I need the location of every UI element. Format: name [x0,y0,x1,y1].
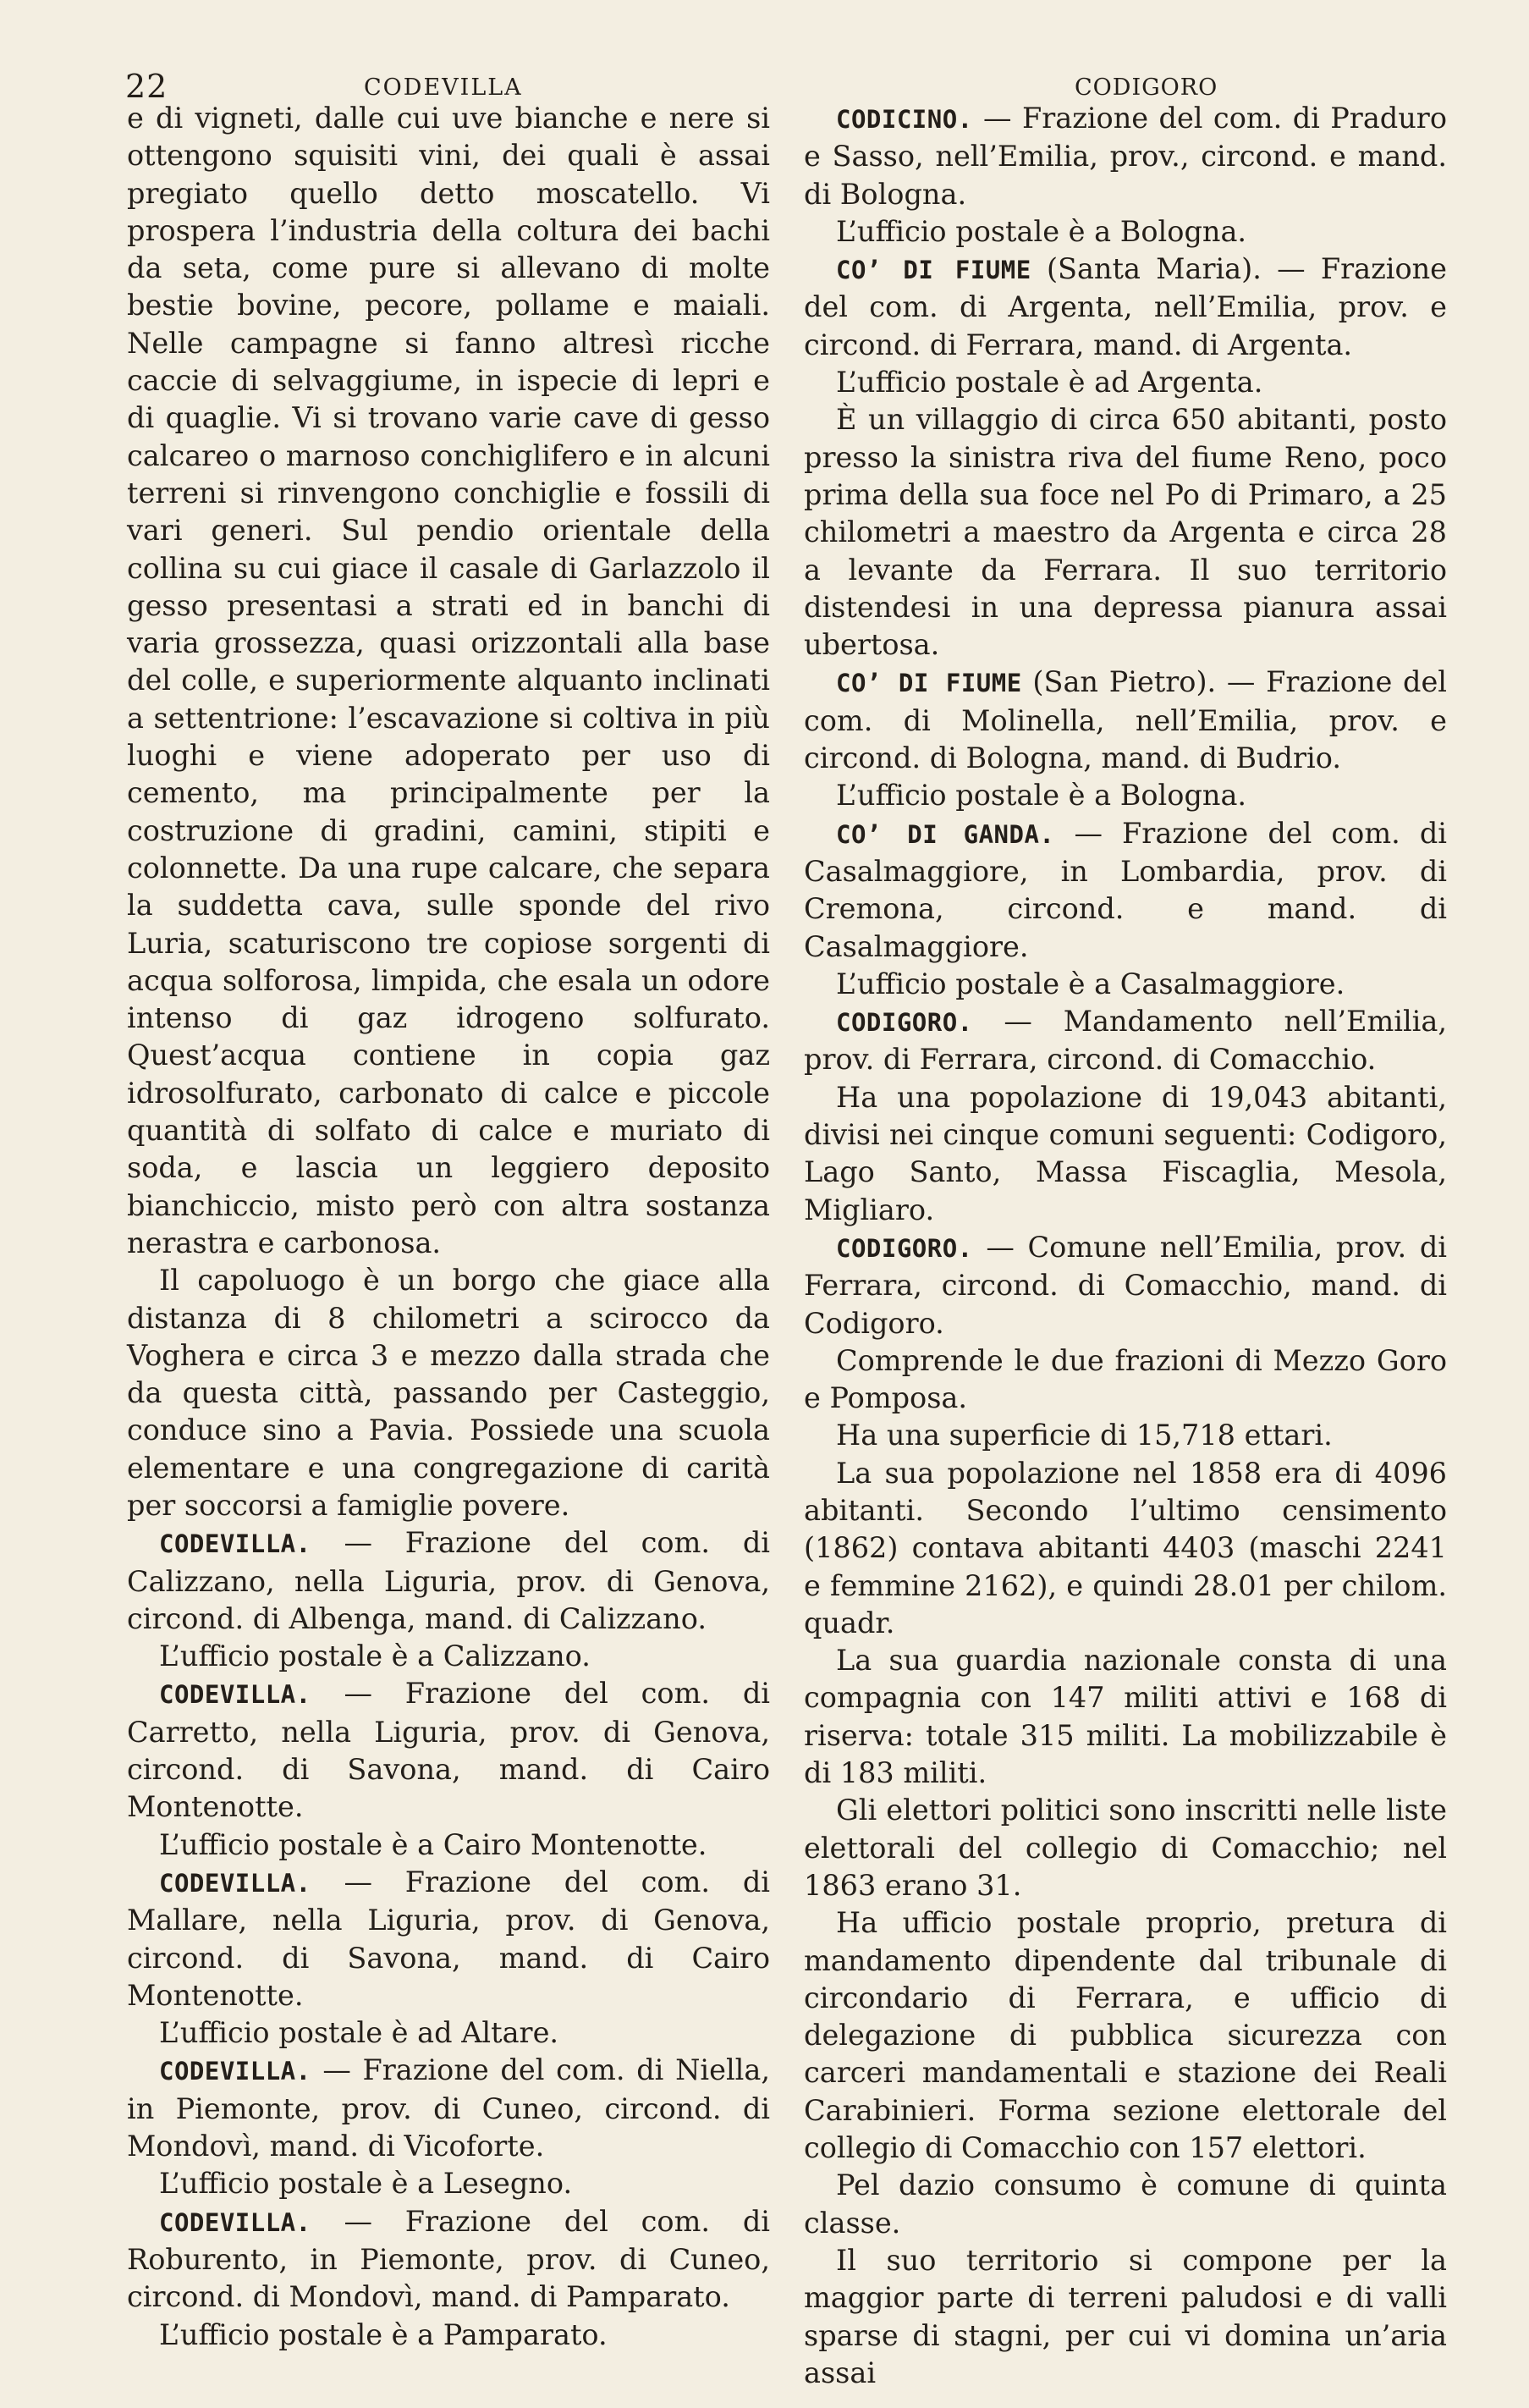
entry-heading: CODEVILLA. [159,2207,311,2237]
entry-text: — Frazione del com. di Carretto, nella Liguria, prov. di Genova, circond. di Savona, mand. di Cairo Montenotte. [127,1677,770,1824]
entry-postal-note: L’ufficio postale è a Calizzano. [159,1639,591,1673]
page-number: 22 [125,68,168,105]
codigoro-paragraph: Ha ufficio postale proprio, pretura di mandamento dipendente dal tribunale di circondario di Ferrara, e ufficio di delegazione di pubblica sicurezza con carceri mandamentali e stazione dei Reali Carabinieri. Forma sezione elettorale del collegio di Comacchio con 157 elettori. [804,1906,1447,2165]
entry-postal-note: L’ufficio postale è a Lesegno. [159,2167,573,2201]
entry-heading: CO’ DI GANDA. [836,819,1055,849]
entry-codigoro-comune [804,1229,1447,1342]
entry-text: — Frazione del com. di Praduro e Sasso, nell’Emilia, prov., circond. e mand. di Bologna. [804,102,1447,211]
entry-text: — Mandamento nell’Emilia, prov. di Ferrara, circond. di Comacchio. [804,1005,1447,1077]
entry-heading: CODICINO. [836,105,973,134]
entry-description: È un villaggio di circa 650 abitanti, posto presso la sinistra riva del fiume Reno, poco prima della sua foce nel Po di Primaro, a 25 chilometri a maestro da Argenta e circa 28 a levante da Ferrara. Il suo territorio distendesi in una depressa pianura assai ubertosa. [804,403,1447,662]
entry-text: (Santa Maria). — Frazione del com. di Argenta, nell’Emilia, prov. e circond. di Ferrara, mand. di Argenta. [804,252,1448,361]
left-column [127,100,770,2354]
codigoro-paragraph: La sua guardia nazionale consta di una compagnia con 147 militi attivi e 168 di riserva: totale 315 militi. La mobilizzabile è di 183 militi. [804,1644,1447,1790]
entry-text: (San Pietro). — Frazione del com. di Molinella, nell’Emilia, prov. e circond. di Bologna, mand. di Budrio. [804,665,1448,775]
entry-heading: CODEVILLA. [159,1680,311,1710]
entry-heading: CODEVILLA. [159,2057,311,2086]
entry-co-di-fiume-san-pietro [804,664,1447,777]
entry-heading: CO’ DI FIUME [836,669,1022,698]
entry-text: — Frazione del com. di Niella, in Piemonte, prov. di Cuneo, circond. di Mondovì, mand. di Vicoforte. [127,2053,770,2163]
codigoro-paragraph: Ha una superficie di 15,718 ettari. [836,1419,1333,1452]
entry-co-di-ganda [804,815,1447,966]
codigoro-paragraph: La sua popolazione nel 1858 era di 4096 abitanti. Secondo l’ultimo censimento (1862) contava abitanti 4403 (maschi 2241 e femmine 2162), e quindi 28.01 per chilom. quadr. [804,1456,1447,1639]
entry-codevilla-carretto [127,1675,770,1826]
entry-population-note: Ha una popolazione di 19,043 abitanti, divisi nei cinque comuni seguenti: Codigoro, Lago Santo, Massa Fiscaglia, Mesola, Migliaro. [804,1080,1447,1226]
continued-paragraph: e di vigneti, dalle cui uve bianche e nere si ottengono squisiti vini, dei quali è assai pregiato quello detto moscatello. Vi prospera l’industria della coltura dei bachi da seta, come pure si allevano di molte bestie bovine, pecore, pollame e maiali. Nelle campagne si fanno altresì ricche caccie di selvaggiume, in ispecie di lepri e di quaglie. Vi si trovano varie cave di gesso calcareo o marnoso conchiglifero e in alcuni terreni si rinvengono conchiglie e fossili di vari generi. Sul pendio orientale della collina su cui giace il casale di Garlazzolo il gesso presentasi a strati ed in banchi di varia grossezza, quasi orizzontali alla base del colle, e superiormente alquanto inclinati a settentrione: l’escavazione si coltiva in più luoghi e viene adoperato per uso di cemento, ma principalmente per la costruzione di gradini, camini, stipiti e colonnette. Da una rupe calcare, che separa la suddetta cava, sulle sponde del rivo Luria, scaturiscono tre copiose sorgenti di acqua solforosa, limpida, che esala un odore intenso di gaz idrogeno solfurato. Quest’acqua contiene in copia gaz idrosolfurato, carbonato di calce e piccole quantità di solfato di calce e muriato di soda, e lascia un leggiero deposito bianchiccio, misto però con altra sostanza nerastra e carbonosa. [127,102,770,1259]
entry-codevilla-roburento [127,2203,770,2317]
right-column [804,100,1447,2392]
entry-heading: CODEVILLA. [159,1868,311,1898]
capoluogo-paragraph: Il capoluogo è un borgo che giace alla distanza di 8 chilometri a scirocco da Voghera e circa 3 e mezzo dalla strada che da questa città, passando per Casteggio, conduce sino a Pavia. Possiede una scuola elementare e una congregazione di carità per soccorsi a famiglie povere. [127,1264,770,1522]
entry-heading: CODEVILLA. [159,1529,311,1559]
entry-codigoro-mandamento [804,1003,1447,1079]
codigoro-paragraph: Gli elettori politici sono inscritti nelle liste elettorali del collegio di Comacchio; nel 1863 erano 31. [804,1794,1447,1902]
entry-heading: CODIGORO. [836,1233,973,1263]
right-running-head: CODIGORO [1075,74,1218,101]
entry-postal-note: L’ufficio postale è ad Argenta. [836,366,1263,399]
codigoro-paragraph: Comprende le due frazioni di Mezzo Goro e Pomposa. [804,1343,1447,1415]
entry-text: — Frazione del com. di Roburento, in Piemonte, prov. di Cuneo, circond. di Mondovì, mand. di Pamparato. [127,2204,770,2314]
entry-postal-note: L’ufficio postale è a Bologna. [836,214,1247,248]
entry-codicino [804,100,1447,213]
entry-codevilla-mallare [127,1864,770,2014]
codigoro-paragraph: Il suo territorio si compone per la maggior parte di terreni paludosi e di valli sparse di stagni, per cui vi domina un’aria assai [804,2243,1447,2389]
left-running-head: CODEVILLA [364,74,523,101]
entry-text: — Frazione del com. di Casalmaggiore, in Lombardia, prov. di Cremona, circond. e mand. di Casalmaggiore. [804,816,1447,963]
entry-co-di-fiume-santa-maria [804,251,1447,364]
entry-text: — Frazione del com. di Mallare, nella Liguria, prov. di Genova, circond. di Savona, mand. di Cairo Montenotte. [127,1865,770,2012]
entry-text: — Frazione del com. di Calizzano, nella Liguria, prov. di Genova, circond. di Albenga, mand. di Calizzano. [127,1526,770,1635]
entry-postal-note: L’ufficio postale è ad Altare. [159,2016,559,2050]
entry-postal-note: L’ufficio postale è a Pamparato. [159,2317,608,2351]
entry-postal-note: L’ufficio postale è a Cairo Montenotte. [159,1827,707,1861]
entry-text: — Comune nell’Emilia, prov. di Ferrara, circond. di Comacchio, mand. di Codigoro. [804,1230,1447,1340]
entry-codevilla-calizzano [127,1524,770,1638]
codigoro-paragraph: Pel dazio consumo è comune di quinta classe. [804,2168,1447,2240]
entry-codevilla-niella [127,2052,770,2165]
entry-postal-note: L’ufficio postale è a Casalmaggiore. [836,967,1345,1000]
entry-heading: CODIGORO. [836,1008,973,1038]
entry-heading: CO’ DI FIUME [836,256,1031,285]
entry-postal-note: L’ufficio postale è a Bologna. [836,779,1247,813]
